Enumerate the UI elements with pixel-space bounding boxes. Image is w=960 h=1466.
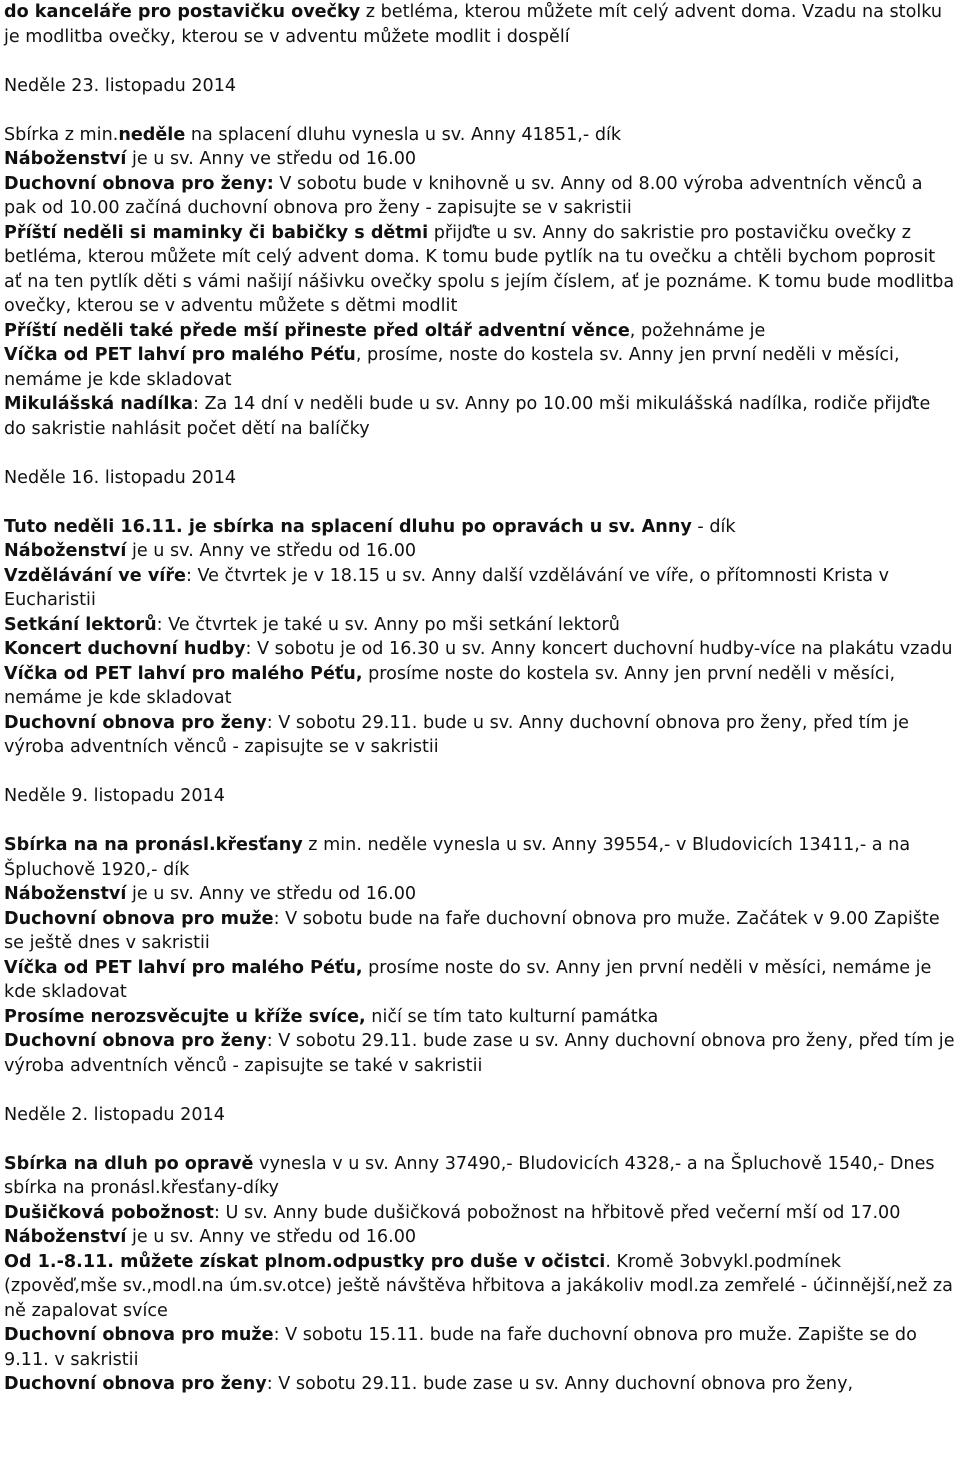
announcement-paragraph <box>4 956 956 1005</box>
body-text: , prosíme, noste do kostela sv. Anny jen první neděli v měsíci, nemáme je kde skladovat <box>4 345 900 390</box>
announcement-paragraph <box>4 711 956 760</box>
announcement-paragraph <box>4 1323 956 1372</box>
announcement-paragraph <box>4 882 956 907</box>
announcement-paragraph <box>4 0 956 49</box>
announcement-paragraph <box>4 1225 956 1250</box>
body-text: je u sv. Anny ve středu od 16.00 <box>126 1227 417 1247</box>
body-text: je u sv. Anny ve středu od 16.00 <box>126 149 417 169</box>
announcement-paragraph <box>4 343 956 392</box>
announcement-paragraph <box>4 1152 956 1201</box>
emphasis-text: Setkání lektorů <box>4 614 157 635</box>
emphasis-text: Duchovní obnova pro ženy: <box>4 173 274 194</box>
emphasis-text: Víčka od PET lahví pro malého Péťu, <box>4 957 363 978</box>
announcement-paragraph <box>4 1250 956 1324</box>
announcement-paragraph <box>4 833 956 882</box>
emphasis-text: Sbírka na dluh po opravě <box>4 1153 254 1174</box>
body-text: , požehnáme je <box>629 320 766 341</box>
announcement-paragraph <box>4 74 956 99</box>
announcement-paragraph <box>4 1103 956 1128</box>
body-text: je u sv. Anny ve středu od 16.00 <box>126 541 417 561</box>
body-text: : Ve čtvrtek je v 18.15 u sv. Anny další vzdělávání ve víře, o přítomnosti Krista v Eucharistii <box>4 565 890 610</box>
emphasis-text: Mikulášská nadílka <box>4 394 193 414</box>
body-text: V sobotu bude v knihovně u sv. Anny od 8.00 výroba adventních věnců a pak od 10.00 začíná duchovní obnova pro ženy - zapisujte se v sakristii <box>4 173 923 218</box>
announcement-paragraph <box>4 392 956 441</box>
emphasis-text: Vzdělávání ve víře <box>4 565 186 586</box>
body-text: : V sobotu 29.11. bude zase u sv. Anny duchovní obnova pro ženy, <box>266 1374 854 1394</box>
body-text: : U sv. Anny bude dušičková pobožnost na hřbitově před večerní mší od 17.00 <box>213 1202 901 1223</box>
announcement-paragraph <box>4 172 956 221</box>
body-text: přijďte u sv. Anny do sakristie pro postavičku ovečky z betléma, kterou můžete mít celý advent doma. K tomu bude pytlík na tu ovečku a chtěli bychom poprosit ať na ten pytlík děti s vámi našijí nášivku ovečky spolu s jejím číslem, ať je poznáme. K tomu bude modlitba ovečky, kterou se v adventu můžete s dětmi modlit <box>4 222 955 316</box>
body-text: . Kromě 3obvykl.podmínek (zpověď,mše sv.,modl.na úm.sv.otce) ještě návštěva hřbitova a jakákoliv modl.za zemřelé - účinnější,než za ně zapalovat svíce <box>4 1251 953 1321</box>
announcement-paragraph <box>4 662 956 711</box>
emphasis-text: Dušičková pobožnost <box>4 1202 214 1223</box>
body-text: Neděle 2. listopadu 2014 <box>4 1104 225 1125</box>
body-text: z betléma, kterou můžete mít celý advent doma. Vzadu na stolku je modlitba ovečky, kterou se v adventu můžete modlit i dospělí <box>4 2 943 47</box>
emphasis-text: Duchovní obnova pro muže <box>4 908 274 929</box>
emphasis-text: Od 1.-8.11. můžete získat plnom.odpustky pro duše v očistci <box>4 1251 606 1272</box>
announcement-paragraph <box>4 147 956 172</box>
emphasis-text: Náboženství <box>4 884 127 904</box>
emphasis-text: Víčka od PET lahví pro malého Péťu <box>4 345 356 365</box>
emphasis-text: Duchovní obnova pro ženy <box>4 1374 267 1394</box>
body-text: : Za 14 dní v neděli bude u sv. Anny po 10.00 mši mikulášská nadílka, rodiče přijďte do sakristie nahlásit počet dětí na balíčky <box>4 394 931 439</box>
announcement-paragraph <box>4 784 956 809</box>
body-text: : V sobotu 15.11. bude na faře duchovní obnova pro muže. Zapište se do 9.11. v sakristii <box>4 1325 917 1370</box>
paragraph-spacer <box>4 441 956 466</box>
emphasis-text: Náboženství <box>4 1227 127 1247</box>
announcement-paragraph <box>4 515 956 540</box>
body-text: prosíme noste do sv. Anny jen první neděli v měsíci, nemáme je kde skladovat <box>4 957 932 1002</box>
announcement-paragraph <box>4 613 956 638</box>
emphasis-text: Tuto neděli 16.11. je sbírka na splacení dluhu po opravách u sv. Anny <box>4 516 692 537</box>
body-text: : Ve čtvrtek je také u sv. Anny po mši setkání lektorů <box>156 614 620 635</box>
emphasis-text: Duchovní obnova pro ženy <box>4 1031 267 1051</box>
paragraph-spacer <box>4 49 956 74</box>
body-text: vynesla v u sv. Anny 37490,- Bludovicích 4328,- a na Špluchově 1540,- Dnes sbírka na pronásl.křesťany-díky <box>4 1153 935 1198</box>
emphasis-text: Víčka od PET lahví pro malého Péťu, <box>4 663 363 684</box>
announcement-paragraph <box>4 123 956 148</box>
body-text: Neděle 16. listopadu 2014 <box>4 467 237 488</box>
announcement-paragraph <box>4 637 956 662</box>
body-text: na splacení dluhu vynesla u sv. Anny 41851,- dík <box>185 124 622 145</box>
body-text: - dík <box>691 516 736 537</box>
body-text: : V sobotu 29.11. bude u sv. Anny duchovní obnova pro ženy, před tím je výroba adventních věnců - zapisujte se v sakristii <box>4 712 909 757</box>
emphasis-text: Příští neděli si maminky či babičky s dětmi <box>4 222 429 243</box>
announcement-paragraph <box>4 1005 956 1030</box>
paragraph-spacer <box>4 1127 956 1152</box>
emphasis-text: Příští neděli také přede mší přineste před oltář adventní věnce <box>4 320 630 341</box>
announcement-paragraph <box>4 1372 956 1397</box>
emphasis-text: Sbírka na na pronásl.křesťany <box>4 835 303 855</box>
paragraph-spacer <box>4 490 956 515</box>
emphasis-text: Prosíme nerozsvěcujte u kříže svíce, <box>4 1006 366 1027</box>
emphasis-text: neděle <box>118 124 186 145</box>
paragraph-spacer <box>4 809 956 834</box>
body-text: ničí se tím tato kulturní památka <box>365 1006 659 1027</box>
announcement-paragraph <box>4 221 956 319</box>
body-text: Neděle 9. listopadu 2014 <box>4 786 225 806</box>
body-text: je u sv. Anny ve středu od 16.00 <box>126 884 417 904</box>
body-text: : V sobotu 29.11. bude zase u sv. Anny duchovní obnova pro ženy, před tím je výroba adventních věnců - zapisujte se také v sakristii <box>4 1031 955 1076</box>
body-text: Neděle 23. listopadu 2014 <box>4 75 237 96</box>
body-text: prosíme noste do kostela sv. Anny jen první neděli v měsíci, nemáme je kde skladovat <box>4 663 896 708</box>
paragraph-spacer <box>4 760 956 785</box>
body-text: z min. neděle vynesla u sv. Anny 39554,- v Bludovicích 13411,- a na Špluchově 1920,- dík <box>4 835 911 880</box>
emphasis-text: Duchovní obnova pro muže <box>4 1325 274 1345</box>
announcement-paragraph <box>4 907 956 956</box>
emphasis-text: Náboženství <box>4 149 127 169</box>
paragraph-spacer <box>4 1078 956 1103</box>
body-text: : V sobotu bude na faře duchovní obnova pro muže. Začátek v 9.00 Zapište se ještě dnes v sakristii <box>4 908 940 953</box>
emphasis-text: Náboženství <box>4 541 127 561</box>
emphasis-text: Duchovní obnova pro ženy <box>4 712 267 733</box>
announcement-paragraph <box>4 466 956 491</box>
announcement-paragraph <box>4 1029 956 1078</box>
emphasis-text: Koncert duchovní hudby <box>4 639 246 659</box>
paragraph-spacer <box>4 98 956 123</box>
announcement-paragraph <box>4 1201 956 1226</box>
announcement-paragraph <box>4 564 956 613</box>
emphasis-text: do kanceláře pro postavičku ovečky <box>4 2 361 22</box>
body-text: : V sobotu je od 16.30 u sv. Anny koncert duchovní hudby-více na plakátu vzadu <box>245 639 953 659</box>
announcement-paragraph <box>4 539 956 564</box>
announcement-paragraph <box>4 319 956 344</box>
body-text: Sbírka z min. <box>4 124 119 145</box>
